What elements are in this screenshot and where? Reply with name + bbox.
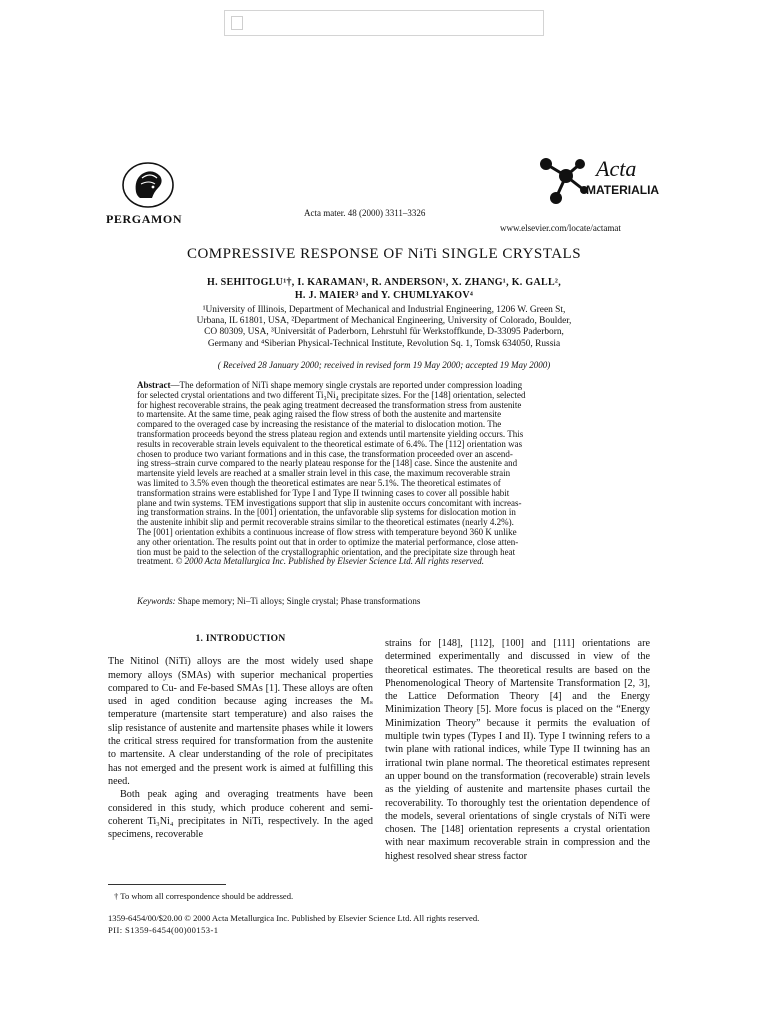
section-heading: 1. INTRODUCTION: [195, 634, 286, 644]
abstract-line: plane and twin systems. TEM investigations support that slip in austenite occurs concomitant with increas-: [137, 497, 522, 508]
right-column: [385, 637, 650, 863]
received-dates: ( Received 28 January 2000; received in revised form 19 May 2000; accepted 19 May 2000): [217, 360, 551, 370]
abstract-line: the austenite inhibit slip and permit recoverable strains similar to the theoretical estimates (nearly 4.2%).: [137, 517, 514, 528]
keywords: [137, 596, 618, 606]
body-paragraph: strains for [148], [112], [100] and [111] orientations are determined experimentally and discussed in view of the theoretical estimates. The theoretical results are based on the Phenomenological Theory of Martensite Transformation [2, 3], the Lattice Deformation Theory [4] and the Energy Minimization Theory [5]. More focus is placed on the “Energy Minimization Theory” because it permits the evaluation of multiple twin types (Types I and II). Type I twinning refers to a twin plane with rational indices, while Type II twinning has an irrational twin plane normal. The theoretical estimates represent an upper bound on the transformation (recoverable) strain levels as the yielding of austenite and martensite phases curtail the recoverability. To thoroughly test the orientation dependence of the models, several orientations of single crystals of NiTi were chosen. The [148] orientation represents a crystal orientation with near maximum recoverable strain in compression and the highest resolved shear stress factor: [385, 638, 650, 862]
abstract-line: for selected crystal orientations and two different Ti₃Ni₄ precipitate sizes. For the [148] orientation, selected: [137, 389, 526, 400]
abstract-line: treatment.: [137, 556, 176, 567]
logo-word-materialia: MATERIALIA: [586, 183, 660, 197]
journal-citation: Acta mater. 48 (2000) 3311–3326: [304, 208, 426, 218]
acta-materialia-logo: [534, 152, 660, 206]
abstract-line: was limited to 3.5% even though the theoretical estimates are near 5.1%. The theoretical estimates of: [137, 477, 501, 488]
abstract-line: results in recoverable strain levels equivalent to the theoretical estimate of 6.4%. The [112] orientation was: [137, 438, 523, 449]
abstract-line: The [001] orientation exhibits a continuous increase of flow stress with temperature beyond 360 K unlike: [137, 526, 517, 537]
issn-line: 1359-6454/00/$20.00 © 2000 Acta Metallurgica Inc. Published by Elsevier Science Ltd. All rights reserved.: [108, 913, 480, 923]
pergamon-logo: [122, 162, 174, 208]
keywords-label: Keywords:: [137, 596, 176, 606]
author-line: H. J. MAIER³ and Y. CHUMLYAKOV⁴: [294, 290, 474, 301]
left-column: [108, 633, 373, 841]
abstract-line: transformation proceeds beyond the stress plateau region and extends until martensite yielding occurs. This: [137, 428, 524, 439]
abstract-line: any other orientation. The results point out that in order to optimize the material performance, close atten-: [137, 536, 519, 547]
body-paragraph: The Nitinol (NiTi) alloys are the most widely used shape memory alloys (SMAs) with superior mechanical properties compared to Cu- and Fe-based SMAs [1]. These alloys are often used in aged condition because aging increases the Mₛ temperature (martensite start temperature) and also raises the slip resistance of austenite and martensite phases while it lowers the critical stress required for transformation from the austenite to martensite. A clear understanding of the role of precipitates has not emerged and the present work is aimed at fulfilling this need.: [108, 656, 373, 787]
abstract-line: transformation strains were established for Type I and Type II twinning cases to cover all possible habit: [137, 487, 510, 498]
abstract-line: martensite yield levels are reached at a smaller strain level in this case, the maximum recoverable strain: [137, 468, 511, 479]
body-paragraph: Both peak aging and overaging treatments have been considered in this study, which produce coherent and semi-coherent Ti₃Ni₄ precipitates in NiTi, respectively. In the aged specimens, recoverable: [108, 789, 373, 841]
abstract-line: ing stress–strain curve compared to the nearly plateau response for the [148] case. Since the austenite and: [137, 458, 518, 469]
affiliation-line: Germany and ⁴Siberian Physical-Technical Institute, Revolution Sq. 1, Tomsk 634050, Russia: [207, 338, 561, 349]
abstract-copyright: © 2000 Acta Metallurgica Inc. Published by Elsevier Science Ltd. All rights reserved.: [175, 556, 485, 567]
pii-line: PII: S1359-6454(00)00153-1: [108, 925, 219, 935]
author-list: [90, 276, 678, 302]
article-title: COMPRESSIVE RESPONSE OF NiTi SINGLE CRYSTALS: [186, 246, 582, 262]
logo-word-acta: Acta: [596, 156, 637, 181]
abstract-line: ing transformation strains. In the [001] orientation, the unfavorable slip systems for dislocation motion in: [137, 507, 516, 518]
keywords-text: Shape memory; Ni–Ti alloys; Single crystal; Phase transformations: [175, 596, 421, 606]
page-thumbnail-icon: [231, 16, 243, 30]
abstract-line: —The deformation of NiTi shape memory single crystals are reported under compression loading: [170, 380, 523, 390]
affiliations: [100, 305, 668, 350]
affiliation-line: CO 80309, USA, ³Universität of Paderborn, Lehrstuhl für Werkstoffkunde, D-33095 Paderborn,: [204, 327, 564, 338]
publisher-name: PERGAMON: [106, 212, 183, 226]
footnote-divider: [108, 884, 226, 885]
abstract-line: chosen to produce two variant formations and in this case, the transformation proceeded over an ascend-: [137, 448, 513, 459]
abstract-line: for highest recoverable strains, the peak aging treatment decreased the transformation stress from austenite: [137, 399, 522, 410]
affiliation-line: Urbana, IL 61801, USA, ²Department of Mechanical Engineering, University of Colorado, Boulder,: [196, 316, 572, 327]
abstract-label: Abstract: [137, 380, 171, 390]
abstract-line: to martensite. At the same time, peak aging raised the flow stress of both the austenite and martensite: [137, 409, 502, 420]
abstract-line: tion must be paid to the selection of the crystallographic orientation, and the precipitate size through heat: [137, 546, 516, 557]
abstract-line: compared to the overaged case by increasing the resistance of the material to dislocation motion. The: [137, 419, 502, 430]
top-toolbar-box: [224, 10, 544, 36]
footnote: † To whom all correspondence should be addressed.: [114, 891, 294, 901]
journal-url-link[interactable]: www.elsevier.com/locate/actamat: [500, 223, 621, 233]
abstract: [137, 381, 618, 567]
author-line: H. SEHITOGLU¹†, I. KARAMAN¹, R. ANDERSON¹, X. ZHANG¹, K. GALL²,: [206, 277, 562, 288]
affiliation-line: ¹University of Illinois, Department of Mechanical and Industrial Engineering, 1206 W. Green St,: [202, 305, 566, 315]
